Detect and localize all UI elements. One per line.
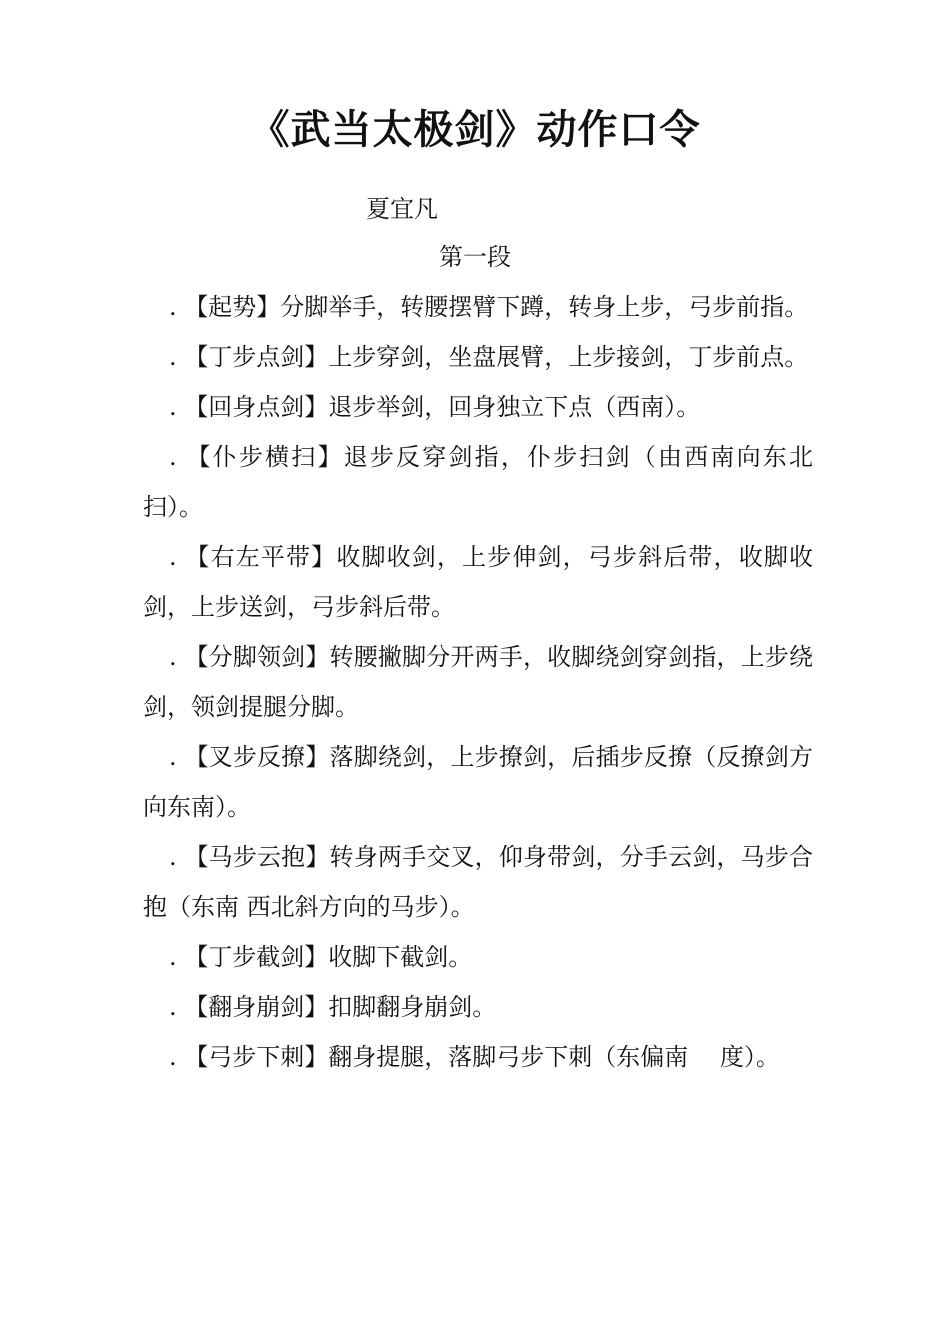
list-item-text: 【翻身崩剑】扣脚翻身崩剑。 bbox=[184, 993, 497, 1021]
list-item bbox=[143, 432, 813, 532]
list-marker: . bbox=[169, 543, 186, 571]
list-item-text: 【回身点剑】退步举剑，回身独立下点（西南）。 bbox=[184, 393, 701, 421]
list-marker: . bbox=[169, 343, 185, 371]
list-marker: . bbox=[169, 393, 185, 421]
list-item-text: 【丁步截剑】收脚下截剑。 bbox=[184, 943, 473, 971]
list-marker: . bbox=[169, 643, 185, 671]
list-marker: . bbox=[169, 743, 185, 771]
movement-list bbox=[143, 282, 813, 1082]
list-item bbox=[143, 1032, 813, 1082]
list-marker: . bbox=[169, 993, 185, 1021]
list-item bbox=[143, 732, 813, 832]
list-item bbox=[143, 932, 813, 982]
list-item-text: 【弓步下刺】翻身提腿，落脚弓步下刺（东偏南 度）。 bbox=[184, 1043, 780, 1071]
list-item bbox=[143, 332, 813, 382]
author-name: 夏宜凡 bbox=[366, 195, 438, 223]
document-title: 《武当太极剑》动作口令 bbox=[249, 107, 701, 153]
list-marker: . bbox=[169, 1043, 185, 1071]
list-item bbox=[143, 382, 813, 432]
section-heading: 第一段 bbox=[439, 243, 511, 271]
list-item-text: 【丁步点剑】上步穿剑，坐盘展臂，上步接剑，丁步前点。 bbox=[184, 343, 809, 371]
list-item bbox=[143, 832, 813, 932]
list-item-text: 【分脚领剑】转腰撇脚分开两手，收脚绕剑穿剑指，上步绕剑，领剑提腿分脚。 bbox=[143, 643, 814, 721]
list-marker: . bbox=[169, 443, 187, 471]
list-item bbox=[143, 532, 813, 632]
list-item bbox=[143, 282, 813, 332]
list-item-text: 【起势】分脚举手，转腰摆臂下蹲，转身上步，弓步前指。 bbox=[184, 293, 809, 321]
list-marker: . bbox=[169, 843, 185, 871]
list-item bbox=[143, 982, 813, 1032]
list-marker: . bbox=[169, 943, 185, 971]
list-item-text: 【右左平带】收脚收剑，上步伸剑，弓步斜后带，收脚收剑，上步送剑，弓步斜后带。 bbox=[143, 543, 814, 621]
list-item bbox=[143, 632, 813, 732]
list-item-text: 【仆步横扫】退步反穿剑指，仆步扫剑（由西南向东北扫）。 bbox=[143, 443, 814, 521]
list-item-text: 【马步云抱】转身两手交叉，仰身带剑，分手云剑，马步合抱（东南 西北斜方向的马步）。 bbox=[143, 843, 814, 921]
list-marker: . bbox=[169, 293, 185, 321]
list-item-text: 【叉步反撩】落脚绕剑，上步撩剑，后插步反撩（反撩剑方向东南）。 bbox=[143, 743, 814, 821]
